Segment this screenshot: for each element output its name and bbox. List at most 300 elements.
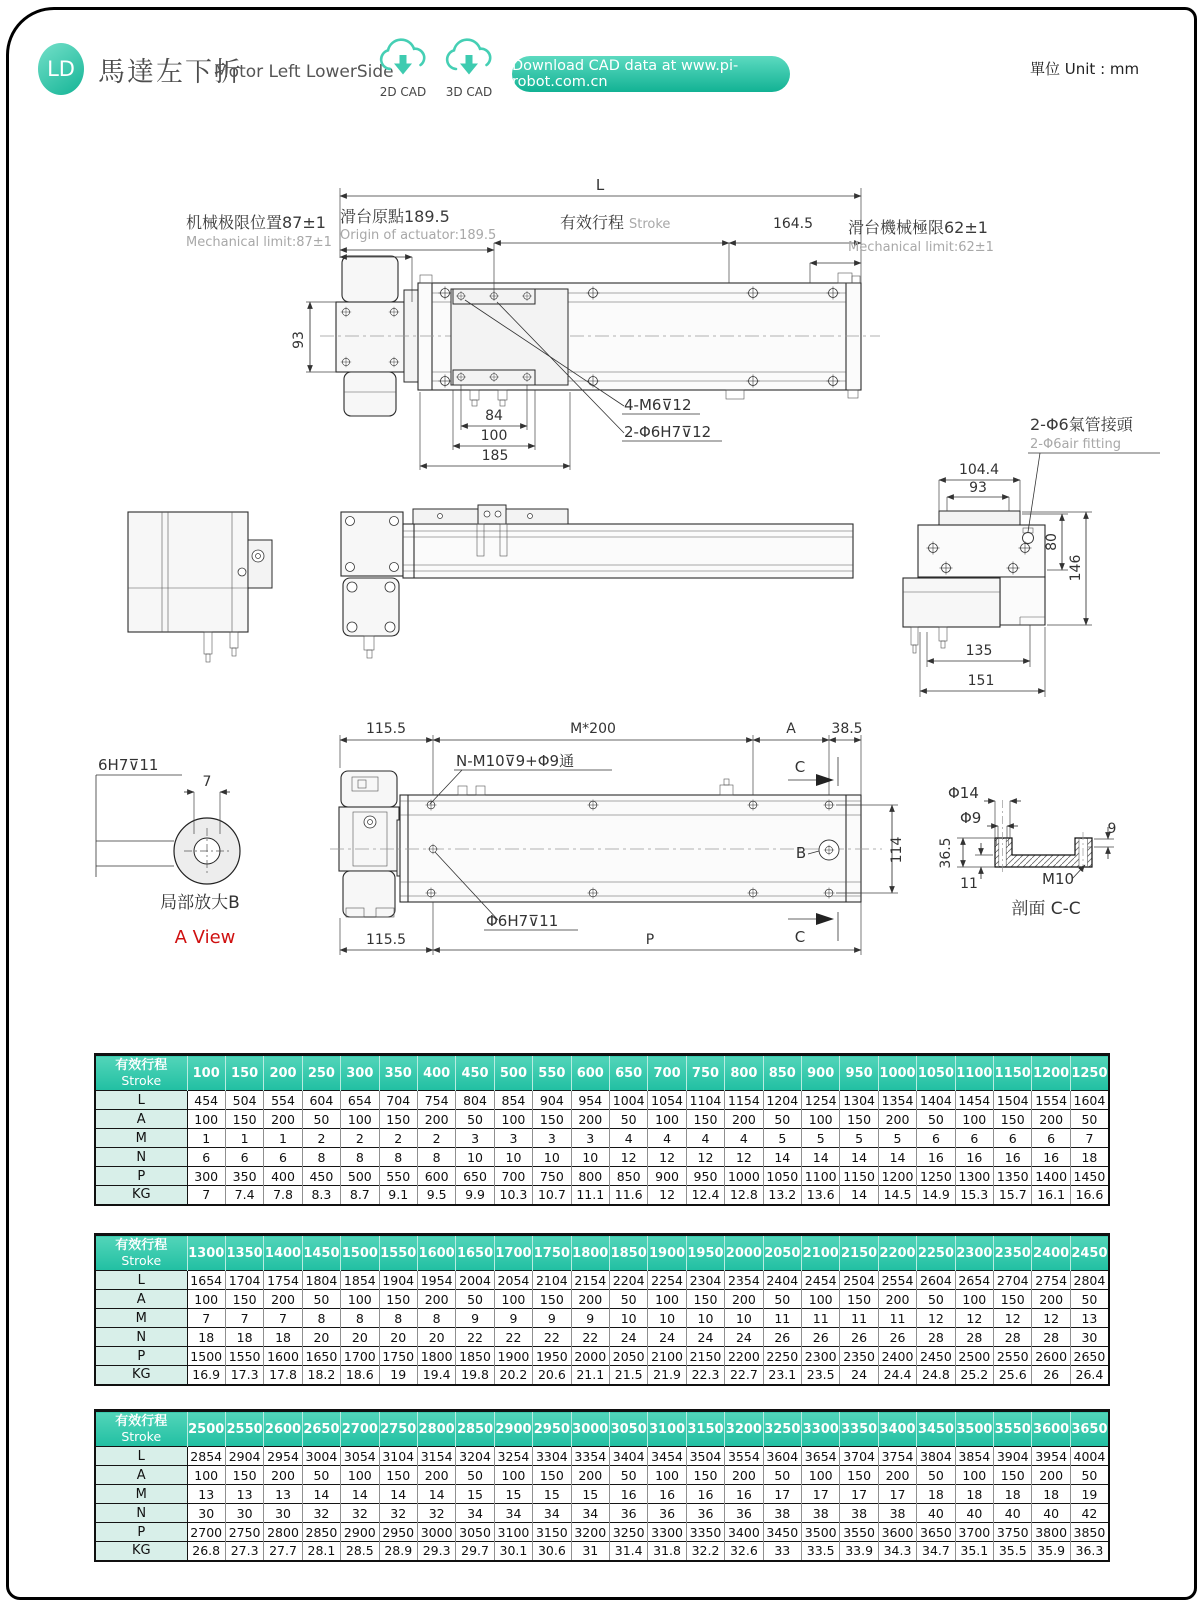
spec-cell: 1404 xyxy=(917,1091,955,1110)
spec-cell: 35.5 xyxy=(994,1542,1032,1561)
spec-cell: 2554 xyxy=(878,1271,916,1290)
stroke-col-header: 1550 xyxy=(379,1235,417,1271)
stroke-spec-table-2 xyxy=(94,1233,1110,1386)
spec-cell: 5 xyxy=(763,1129,801,1148)
spec-cell: 12 xyxy=(994,1309,1032,1328)
spec-cell: 604 xyxy=(302,1091,340,1110)
spec-cell: 2404 xyxy=(763,1271,801,1290)
spec-cell: 17 xyxy=(802,1485,840,1504)
spec-cell: 18 xyxy=(225,1328,263,1347)
stroke-col-header: 1650 xyxy=(456,1235,494,1271)
spec-cell: 2300 xyxy=(802,1347,840,1366)
spec-cell: 100 xyxy=(648,1290,686,1309)
callout-n-m10: N-M10⊽9+Φ9通 xyxy=(456,752,575,770)
top-view xyxy=(186,176,994,470)
spec-cell: 150 xyxy=(225,1466,263,1485)
spec-cell: 3704 xyxy=(840,1447,878,1466)
spec-cell: 1 xyxy=(264,1129,302,1148)
stroke-col-header: 2550 xyxy=(225,1411,263,1447)
spec-cell: 13 xyxy=(187,1485,225,1504)
page-subtitle: Motor Left LowerSide xyxy=(214,62,394,82)
section-c-bottom-label: C xyxy=(794,928,806,946)
stroke-col-header: 1400 xyxy=(264,1235,302,1271)
spec-cell: 200 xyxy=(264,1466,302,1485)
spec-cell: 50 xyxy=(302,1110,340,1129)
spec-cell: 7 xyxy=(264,1309,302,1328)
mech-limit-right-en: Mechanical limit:62±1 xyxy=(848,240,994,255)
spec-cell: 20 xyxy=(379,1328,417,1347)
spec-cell: 200 xyxy=(878,1290,916,1309)
stroke-col-header: 3250 xyxy=(763,1411,801,1447)
detail-b-caption-en: A View xyxy=(174,927,236,948)
stroke-col-header: 350 xyxy=(379,1055,417,1091)
spec-cell: 6 xyxy=(994,1129,1032,1148)
origin-label-zh: 滑台原點189.5 xyxy=(340,207,450,226)
spec-cell: 31 xyxy=(571,1542,609,1561)
spec-cell: 14 xyxy=(341,1485,379,1504)
spec-cell: 19 xyxy=(1070,1485,1109,1504)
spec-cell: 1400 xyxy=(1032,1167,1070,1186)
spec-cell: 454 xyxy=(187,1091,225,1110)
stroke-col-header: 3200 xyxy=(725,1411,763,1447)
spec-cell: 1100 xyxy=(802,1167,840,1186)
stroke-col-header: 2650 xyxy=(302,1411,340,1447)
unit-label: 單位 Unit : mm xyxy=(1030,60,1140,78)
spec-cell: 3854 xyxy=(955,1447,993,1466)
spec-cell: 10 xyxy=(648,1309,686,1328)
dim-115-5-top: 115.5 xyxy=(365,721,407,737)
spec-cell: 3000 xyxy=(417,1523,455,1542)
spec-cell: 20 xyxy=(341,1328,379,1347)
spec-cell: 8 xyxy=(379,1309,417,1328)
spec-cell: 1704 xyxy=(225,1271,263,1290)
spec-cell: 400 xyxy=(264,1167,302,1186)
spec-cell: 1200 xyxy=(878,1167,916,1186)
spec-cell: 38 xyxy=(802,1504,840,1523)
stroke-col-header: 300 xyxy=(341,1055,379,1091)
spec-cell: 12 xyxy=(648,1148,686,1167)
spec-cell: 9 xyxy=(571,1309,609,1328)
stroke-header-label: 有效行程 Stroke xyxy=(95,1411,187,1447)
spec-cell: 7.4 xyxy=(225,1186,263,1205)
spec-cell: 3050 xyxy=(456,1523,494,1542)
spec-cell: 7 xyxy=(225,1309,263,1328)
spec-cell: 8.3 xyxy=(302,1186,340,1205)
spec-cell: 2600 xyxy=(1032,1347,1070,1366)
stroke-col-header: 500 xyxy=(494,1055,532,1091)
spec-cell: 2100 xyxy=(648,1347,686,1366)
spec-cell: 50 xyxy=(609,1466,647,1485)
spec-cell: 150 xyxy=(379,1110,417,1129)
spec-cell: 2500 xyxy=(955,1347,993,1366)
spec-cell: 2104 xyxy=(533,1271,571,1290)
stroke-col-header: 3100 xyxy=(648,1411,686,1447)
spec-cell: 1650 xyxy=(302,1347,340,1366)
spec-cell: 38 xyxy=(878,1504,916,1523)
dim-11: 11 xyxy=(960,876,978,892)
spec-cell: 35.9 xyxy=(1032,1542,1070,1561)
spec-cell: 904 xyxy=(533,1091,571,1110)
spec-cell: 3204 xyxy=(456,1447,494,1466)
spec-cell: 23.5 xyxy=(802,1366,840,1385)
download-cad-banner[interactable]: Download CAD data at www.pi-robot.com.cn xyxy=(512,56,790,92)
spec-cell: 36 xyxy=(609,1504,647,1523)
spec-cell: 22 xyxy=(533,1328,571,1347)
spec-cell: 650 xyxy=(456,1167,494,1186)
stroke-col-header: 1600 xyxy=(417,1235,455,1271)
spec-cell: 12 xyxy=(686,1148,724,1167)
stroke-col-header: 2400 xyxy=(1032,1235,1070,1271)
spec-cell: 3754 xyxy=(878,1447,916,1466)
spec-cell: 21.1 xyxy=(571,1366,609,1385)
row-label-n: N xyxy=(95,1504,187,1523)
spec-cell: 3154 xyxy=(417,1447,455,1466)
spec-cell: 34.3 xyxy=(878,1542,916,1561)
spec-cell: 24 xyxy=(686,1328,724,1347)
spec-cell: 2354 xyxy=(725,1271,763,1290)
spec-cell: 18.2 xyxy=(302,1366,340,1385)
spec-cell: 50 xyxy=(917,1466,955,1485)
ld-logo-text: LD xyxy=(47,57,75,81)
stroke-col-header: 700 xyxy=(648,1055,686,1091)
spec-cell: 14 xyxy=(878,1148,916,1167)
spec-cell: 11 xyxy=(878,1309,916,1328)
spec-cell: 38 xyxy=(840,1504,878,1523)
stroke-label-zh: 有效行程 xyxy=(560,213,625,232)
spec-cell: 2 xyxy=(379,1129,417,1148)
spec-cell: 9.9 xyxy=(456,1186,494,1205)
spec-cell: 100 xyxy=(494,1466,532,1485)
stroke-col-header: 2250 xyxy=(917,1235,955,1271)
spec-cell: 14 xyxy=(379,1485,417,1504)
spec-cell: 100 xyxy=(494,1110,532,1129)
spec-cell: 28.5 xyxy=(341,1542,379,1561)
spec-cell: 3104 xyxy=(379,1447,417,1466)
spec-cell: 500 xyxy=(341,1167,379,1186)
spec-cell: 28 xyxy=(994,1328,1032,1347)
callout-phi6h7-11: Φ6H7⊽11 xyxy=(486,912,559,930)
spec-cell: 36.3 xyxy=(1070,1542,1109,1561)
spec-cell: 1850 xyxy=(456,1347,494,1366)
spec-cell: 100 xyxy=(341,1466,379,1485)
spec-cell: 13 xyxy=(1070,1309,1109,1328)
row-label-n: N xyxy=(95,1148,187,1167)
spec-cell: 22.7 xyxy=(725,1366,763,1385)
section-cc-view xyxy=(938,784,1116,919)
dim-phi14: Φ14 xyxy=(948,784,979,802)
spec-cell: 30.1 xyxy=(494,1542,532,1561)
spec-cell: 10 xyxy=(533,1148,571,1167)
spec-cell: 2204 xyxy=(609,1271,647,1290)
spec-cell: 19.4 xyxy=(417,1366,455,1385)
spec-cell: 40 xyxy=(955,1504,993,1523)
spec-cell: 2950 xyxy=(379,1523,417,1542)
spec-cell: 17.8 xyxy=(264,1366,302,1385)
spec-cell: 1150 xyxy=(840,1167,878,1186)
spec-cell: 150 xyxy=(533,1466,571,1485)
spec-cell: 15 xyxy=(494,1485,532,1504)
spec-cell: 11 xyxy=(802,1309,840,1328)
spec-cell: 2804 xyxy=(1070,1271,1109,1290)
spec-cell: 1600 xyxy=(264,1347,302,1366)
spec-cell: 2304 xyxy=(686,1271,724,1290)
spec-cell: 950 xyxy=(686,1167,724,1186)
spec-cell: 854 xyxy=(494,1091,532,1110)
stroke-col-header: 2950 xyxy=(533,1411,571,1447)
spec-cell: 18 xyxy=(955,1485,993,1504)
spec-cell: 3304 xyxy=(533,1447,571,1466)
stroke-col-header: 2350 xyxy=(994,1235,1032,1271)
row-label-p: P xyxy=(95,1347,187,1366)
spec-cell: 7 xyxy=(187,1309,225,1328)
spec-cell: 1154 xyxy=(725,1091,763,1110)
spec-cell: 200 xyxy=(417,1466,455,1485)
spec-cell: 4 xyxy=(686,1129,724,1148)
row-label-m: M xyxy=(95,1485,187,1504)
spec-cell: 7.8 xyxy=(264,1186,302,1205)
stroke-col-header: 2750 xyxy=(379,1411,417,1447)
spec-cell: 150 xyxy=(994,1290,1032,1309)
spec-cell: 34 xyxy=(533,1504,571,1523)
spec-cell: 17 xyxy=(878,1485,916,1504)
cad-3d-label: 3D CAD xyxy=(445,85,493,99)
spec-cell: 2250 xyxy=(763,1347,801,1366)
spec-cell: 15.3 xyxy=(955,1186,993,1205)
stroke-col-header: 800 xyxy=(725,1055,763,1091)
spec-cell: 12 xyxy=(917,1309,955,1328)
stroke-col-header: 900 xyxy=(802,1055,840,1091)
spec-cell: 300 xyxy=(187,1167,225,1186)
stroke-col-header: 1200 xyxy=(1032,1055,1070,1091)
spec-cell: 42 xyxy=(1070,1504,1109,1523)
spec-cell: 2 xyxy=(341,1129,379,1148)
stroke-col-header: 600 xyxy=(571,1055,609,1091)
spec-cell: 50 xyxy=(917,1110,955,1129)
row-label-l: L xyxy=(95,1447,187,1466)
callout-4-m6: 4-M6⊽12 xyxy=(624,396,692,414)
motor-side-view xyxy=(128,512,272,662)
spec-cell: 2604 xyxy=(917,1271,955,1290)
spec-cell: 15 xyxy=(533,1485,571,1504)
spec-cell: 700 xyxy=(494,1167,532,1186)
spec-cell: 26 xyxy=(1032,1366,1070,1385)
spec-cell: 15 xyxy=(571,1485,609,1504)
spec-cell: 50 xyxy=(763,1110,801,1129)
stroke-col-header: 450 xyxy=(456,1055,494,1091)
dim-m-200: M*200 xyxy=(570,721,616,737)
spec-cell: 3354 xyxy=(571,1447,609,1466)
spec-cell: 1104 xyxy=(686,1091,724,1110)
stroke-col-header: 400 xyxy=(417,1055,455,1091)
spec-cell: 150 xyxy=(533,1290,571,1309)
spec-cell: 5 xyxy=(802,1129,840,1148)
spec-cell: 24.8 xyxy=(917,1366,955,1385)
spec-cell: 18 xyxy=(264,1328,302,1347)
stroke-col-header: 850 xyxy=(763,1055,801,1091)
spec-cell: 13.2 xyxy=(763,1186,801,1205)
spec-cell: 1804 xyxy=(302,1271,340,1290)
stroke-col-header: 2150 xyxy=(840,1235,878,1271)
spec-cell: 31.8 xyxy=(648,1542,686,1561)
spec-cell: 16 xyxy=(994,1148,1032,1167)
spec-cell: 17 xyxy=(840,1485,878,1504)
spec-cell: 50 xyxy=(763,1466,801,1485)
stroke-col-header: 1950 xyxy=(686,1235,724,1271)
spec-cell: 150 xyxy=(379,1466,417,1485)
spec-cell: 200 xyxy=(417,1290,455,1309)
spec-cell: 11.6 xyxy=(609,1186,647,1205)
spec-cell: 150 xyxy=(840,1110,878,1129)
spec-cell: 1454 xyxy=(955,1091,993,1110)
spec-cell: 32 xyxy=(379,1504,417,1523)
spec-cell: 3850 xyxy=(1070,1523,1109,1542)
spec-cell: 1204 xyxy=(763,1091,801,1110)
spec-cell: 8.7 xyxy=(341,1186,379,1205)
spec-cell: 4 xyxy=(609,1129,647,1148)
spec-cell: 200 xyxy=(264,1290,302,1309)
spec-cell: 50 xyxy=(302,1290,340,1309)
stroke-col-header: 2200 xyxy=(878,1235,916,1271)
spec-cell: 26 xyxy=(763,1328,801,1347)
spec-cell: 50 xyxy=(302,1466,340,1485)
spec-cell: 2150 xyxy=(686,1347,724,1366)
spec-cell: 1450 xyxy=(1070,1167,1109,1186)
engineering-drawing xyxy=(0,170,1200,960)
spec-cell: 100 xyxy=(802,1110,840,1129)
spec-cell: 30 xyxy=(1070,1328,1109,1347)
spec-cell: 150 xyxy=(686,1110,724,1129)
spec-cell: 2700 xyxy=(187,1523,225,1542)
spec-cell: 4 xyxy=(725,1129,763,1148)
download-3d-cad[interactable] xyxy=(440,38,498,99)
spec-cell: 2900 xyxy=(341,1523,379,1542)
stroke-col-header: 1750 xyxy=(533,1235,571,1271)
spec-cell: 1354 xyxy=(878,1091,916,1110)
spec-cell: 12 xyxy=(955,1309,993,1328)
spec-cell: 13 xyxy=(225,1485,263,1504)
spec-cell: 11.1 xyxy=(571,1186,609,1205)
spec-cell: 28.1 xyxy=(302,1542,340,1561)
spec-cell: 100 xyxy=(802,1466,840,1485)
stroke-col-header: 1050 xyxy=(917,1055,955,1091)
spec-cell: 13.6 xyxy=(802,1186,840,1205)
spec-cell: 3504 xyxy=(686,1447,724,1466)
row-label-m: M xyxy=(95,1129,187,1148)
spec-cell: 10.3 xyxy=(494,1186,532,1205)
stroke-col-header: 1800 xyxy=(571,1235,609,1271)
spec-cell: 50 xyxy=(609,1290,647,1309)
spec-cell: 14 xyxy=(840,1186,878,1205)
spec-cell: 100 xyxy=(494,1290,532,1309)
spec-cell: 1004 xyxy=(609,1091,647,1110)
download-2d-cad[interactable] xyxy=(374,38,432,99)
spec-cell: 200 xyxy=(571,1290,609,1309)
stroke-col-header: 3400 xyxy=(878,1411,916,1447)
spec-cell: 18 xyxy=(1070,1148,1109,1167)
dim-93-endview: 93 xyxy=(969,480,987,496)
spec-cell: 3300 xyxy=(648,1523,686,1542)
spec-cell: 3650 xyxy=(917,1523,955,1542)
spec-cell: 3 xyxy=(571,1129,609,1148)
spec-cell: 6 xyxy=(264,1148,302,1167)
spec-cell: 5 xyxy=(840,1129,878,1148)
spec-cell: 3100 xyxy=(494,1523,532,1542)
dim-38-5: 38.5 xyxy=(831,721,863,737)
stroke-col-header: 2800 xyxy=(417,1411,455,1447)
spec-cell: 24 xyxy=(725,1328,763,1347)
spec-cell: 11 xyxy=(763,1309,801,1328)
spec-cell: 1550 xyxy=(225,1347,263,1366)
spec-cell: 150 xyxy=(379,1290,417,1309)
spec-cell: 1 xyxy=(225,1129,263,1148)
spec-cell: 1854 xyxy=(341,1271,379,1290)
stroke-col-header: 2450 xyxy=(1070,1235,1109,1271)
spec-cell: 8 xyxy=(417,1148,455,1167)
thread-m10: M10 xyxy=(1042,870,1075,888)
spec-cell: 9.5 xyxy=(417,1186,455,1205)
spec-cell: 350 xyxy=(225,1167,263,1186)
section-profile xyxy=(995,838,1092,867)
spec-cell: 550 xyxy=(379,1167,417,1186)
spec-cell: 100 xyxy=(187,1110,225,1129)
spec-cell: 10 xyxy=(571,1148,609,1167)
stroke-col-header: 1850 xyxy=(609,1235,647,1271)
stroke-col-header: 3450 xyxy=(917,1411,955,1447)
spec-cell: 10.7 xyxy=(533,1186,571,1205)
spec-cell: 200 xyxy=(571,1110,609,1129)
spec-cell: 27.7 xyxy=(264,1542,302,1561)
spec-cell: 1700 xyxy=(341,1347,379,1366)
spec-cell: 10 xyxy=(456,1148,494,1167)
spec-cell: 1900 xyxy=(494,1347,532,1366)
spec-cell: 28 xyxy=(917,1328,955,1347)
stroke-col-header: 1100 xyxy=(955,1055,993,1091)
dim-185: 185 xyxy=(481,448,509,464)
spec-cell: 1300 xyxy=(955,1167,993,1186)
spec-cell: 3500 xyxy=(802,1523,840,1542)
row-label-a: A xyxy=(95,1110,187,1129)
spec-cell: 1654 xyxy=(187,1271,225,1290)
spec-cell: 19.8 xyxy=(456,1366,494,1385)
spec-cell: 34.7 xyxy=(917,1542,955,1561)
spec-cell: 40 xyxy=(1032,1504,1070,1523)
row-label-n: N xyxy=(95,1328,187,1347)
spec-cell: 200 xyxy=(264,1110,302,1129)
spec-cell: 15 xyxy=(456,1485,494,1504)
spec-cell: 26 xyxy=(802,1328,840,1347)
spec-cell: 1904 xyxy=(379,1271,417,1290)
spec-cell: 1604 xyxy=(1070,1091,1109,1110)
row-label-kg: KG xyxy=(95,1186,187,1205)
spec-cell: 1000 xyxy=(725,1167,763,1186)
spec-cell: 2050 xyxy=(609,1347,647,1366)
spec-cell: 22 xyxy=(456,1328,494,1347)
spec-cell: 3054 xyxy=(341,1447,379,1466)
spec-cell: 100 xyxy=(955,1110,993,1129)
dim-151: 151 xyxy=(967,673,995,689)
spec-cell: 32 xyxy=(341,1504,379,1523)
stroke-col-header: 2600 xyxy=(264,1411,302,1447)
stroke-col-header: 200 xyxy=(264,1055,302,1091)
spec-cell: 3350 xyxy=(686,1523,724,1542)
spec-cell: 25.2 xyxy=(955,1366,993,1385)
stroke-col-header: 3150 xyxy=(686,1411,724,1447)
spec-cell: 8 xyxy=(341,1309,379,1328)
spec-cell: 704 xyxy=(379,1091,417,1110)
spec-cell: 50 xyxy=(456,1290,494,1309)
spec-cell: 2400 xyxy=(878,1347,916,1366)
stroke-spec-table-1 xyxy=(94,1053,1110,1206)
